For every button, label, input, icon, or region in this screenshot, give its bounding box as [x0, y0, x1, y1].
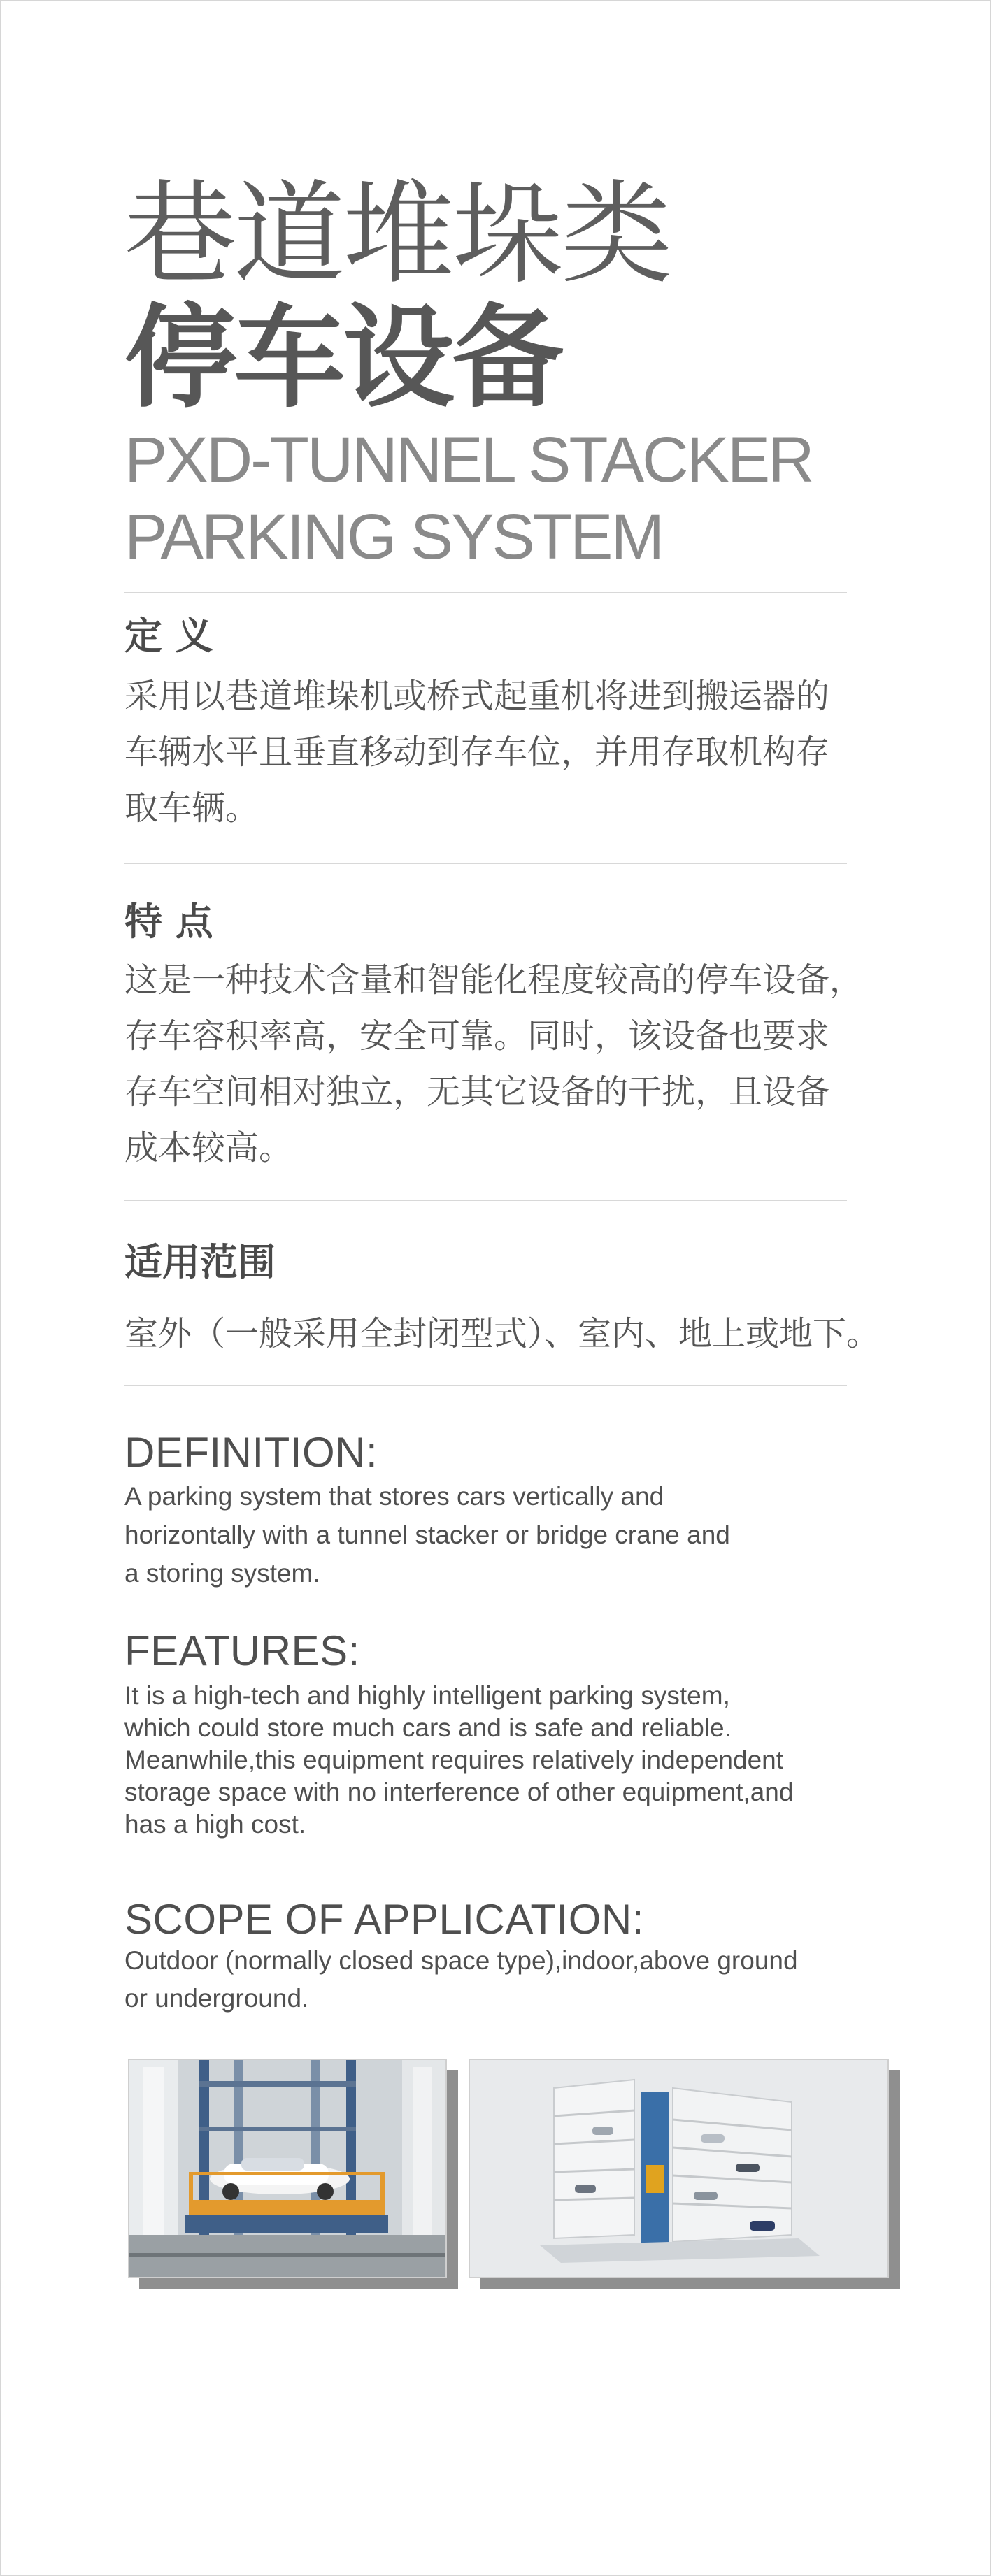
text-line: 采用以巷道堆垛机或桥式起重机将进到搬运器的: [124, 677, 830, 716]
text-line: Meanwhile,this equipment requires relatively independent: [124, 1746, 784, 1774]
scope-en-body: [124, 1942, 908, 2017]
title-english-line-2: PARKING SYSTEM: [124, 501, 663, 573]
text-line: or underground.: [124, 1984, 309, 2013]
text-line: storage space with no interference of other equipment,and: [124, 1778, 794, 1806]
scope-en-heading: SCOPE OF APPLICATION:: [124, 1896, 644, 1943]
divider: [124, 863, 847, 864]
features-cn-heading: 特 点: [124, 900, 213, 944]
stacker-photo: [128, 2059, 447, 2278]
text-line: 室外（一般采用全封闭型式）、室内、地上或地下。: [124, 1314, 881, 1353]
scope-cn-body: [124, 1306, 880, 1362]
text-line: 取车辆。: [124, 789, 259, 828]
definition-en-heading: DEFINITION:: [124, 1429, 378, 1476]
text-line: 存车空间相对独立，无其它设备的干扰，且设备: [124, 1072, 830, 1111]
definition-cn-heading: 定 义: [124, 614, 213, 658]
parking-system-render: [469, 2059, 889, 2278]
features-cn-body: [124, 952, 880, 1176]
scope-cn-heading: 适用范围: [124, 1240, 276, 1284]
text-line: horizontally with a tunnel stacker or bridge crane and: [124, 1520, 730, 1549]
text-line: has a high cost.: [124, 1810, 306, 1839]
text-line: Outdoor (normally closed space type),indoor,above ground: [124, 1946, 798, 1975]
title-chinese-line-2: 停车设备: [124, 292, 562, 423]
definition-cn-body: [124, 668, 880, 836]
definition-en-body: [124, 1477, 908, 1592]
divider: [124, 1385, 847, 1386]
text-line: 存车容积率高，安全可靠。同时，该设备也要求: [124, 1016, 830, 1056]
features-en-body: [124, 1680, 908, 1841]
text-line: It is a high-tech and highly intelligent parking system,: [124, 1681, 730, 1710]
features-en-heading: FEATURES:: [124, 1627, 360, 1674]
text-line: which could store much cars and is safe and reliable.: [124, 1713, 732, 1742]
divider: [124, 1200, 847, 1201]
text-line: a storing system.: [124, 1559, 320, 1588]
divider: [124, 592, 847, 593]
text-line: 这是一种技术含量和智能化程度较高的停车设备，: [124, 960, 864, 1000]
title-english-line-1: PXD-TUNNEL STACKER: [124, 424, 813, 496]
text-line: A parking system that stores cars vertically and: [124, 1482, 664, 1511]
text-line: 成本较高。: [124, 1128, 293, 1167]
title-chinese-line-1: 巷道堆垛类: [124, 168, 671, 299]
text-line: 车辆水平且垂直移动到存车位，并用存取机构存: [124, 733, 830, 772]
